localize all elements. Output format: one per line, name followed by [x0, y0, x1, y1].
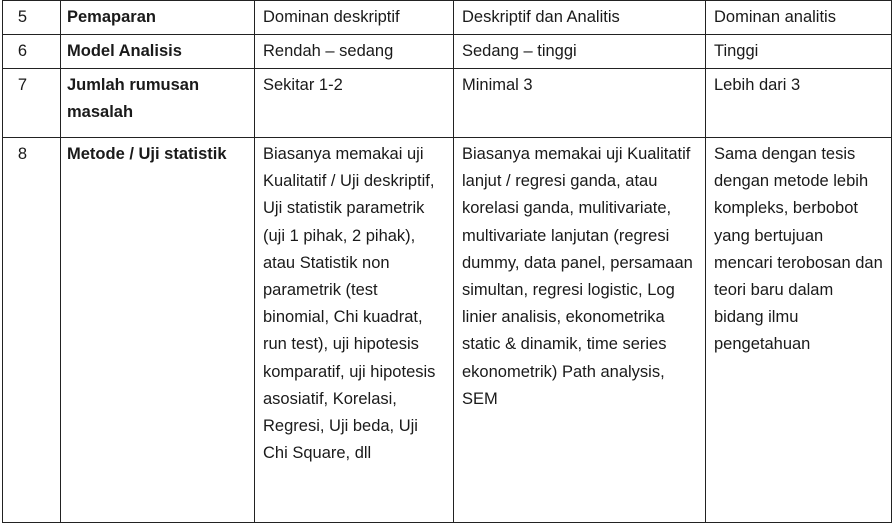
row-number: 6: [3, 35, 61, 69]
cell-col2: Sedang – tinggi: [454, 35, 706, 69]
cell-col3: Tinggi: [706, 35, 892, 69]
cell-col1: Sekitar 1-2: [255, 69, 454, 138]
table-row: [3, 69, 892, 138]
row-number: 8: [3, 138, 61, 523]
row-aspect: Pemaparan: [61, 1, 255, 35]
row-number: 7: [3, 69, 61, 138]
row-aspect: Jumlah rumusan masalah: [61, 69, 255, 138]
cell-col3: Dominan analitis: [706, 1, 892, 35]
cell-col2: Deskriptif dan Analitis: [454, 1, 706, 35]
cell-col1: Biasanya memakai uji Kualitatif / Uji deskriptif, Uji statistik parametrik (uji 1 pihak, 2 pihak), atau Statistik non parametrik (test binomial, Chi kuadrat, run test), uji hipotesis komparatif, uji hipotesis asosiatif, Korelasi, Regresi, Uji beda, Uji Chi Square, dll: [255, 138, 454, 523]
row-aspect: Model Analisis: [61, 35, 255, 69]
cell-col3: Lebih dari 3: [706, 69, 892, 138]
cell-col2: Minimal 3: [454, 69, 706, 138]
cell-col2: Biasanya memakai uji Kualitatif lanjut / regresi ganda, atau korelasi ganda, mulitivariate, multivariate lanjutan (regresi dummy, data panel, persamaan simultan, regresi logistic, Log linier analisis, ekonometrika static & dinamik, time series ekonometrik) Path analysis, SEM: [454, 138, 706, 523]
comparison-table: [2, 0, 892, 523]
cell-col1: Dominan deskriptif: [255, 1, 454, 35]
cell-col3: Sama dengan tesis dengan metode lebih kompleks, berbobot yang bertujuan mencari terobosan dan teori baru dalam bidang ilmu pengetahuan: [706, 138, 892, 523]
table-row: [3, 35, 892, 69]
row-number: 5: [3, 1, 61, 35]
table-row: [3, 138, 892, 523]
row-aspect: Metode / Uji statistik: [61, 138, 255, 523]
cell-col1: Rendah – sedang: [255, 35, 454, 69]
table-row: [3, 1, 892, 35]
